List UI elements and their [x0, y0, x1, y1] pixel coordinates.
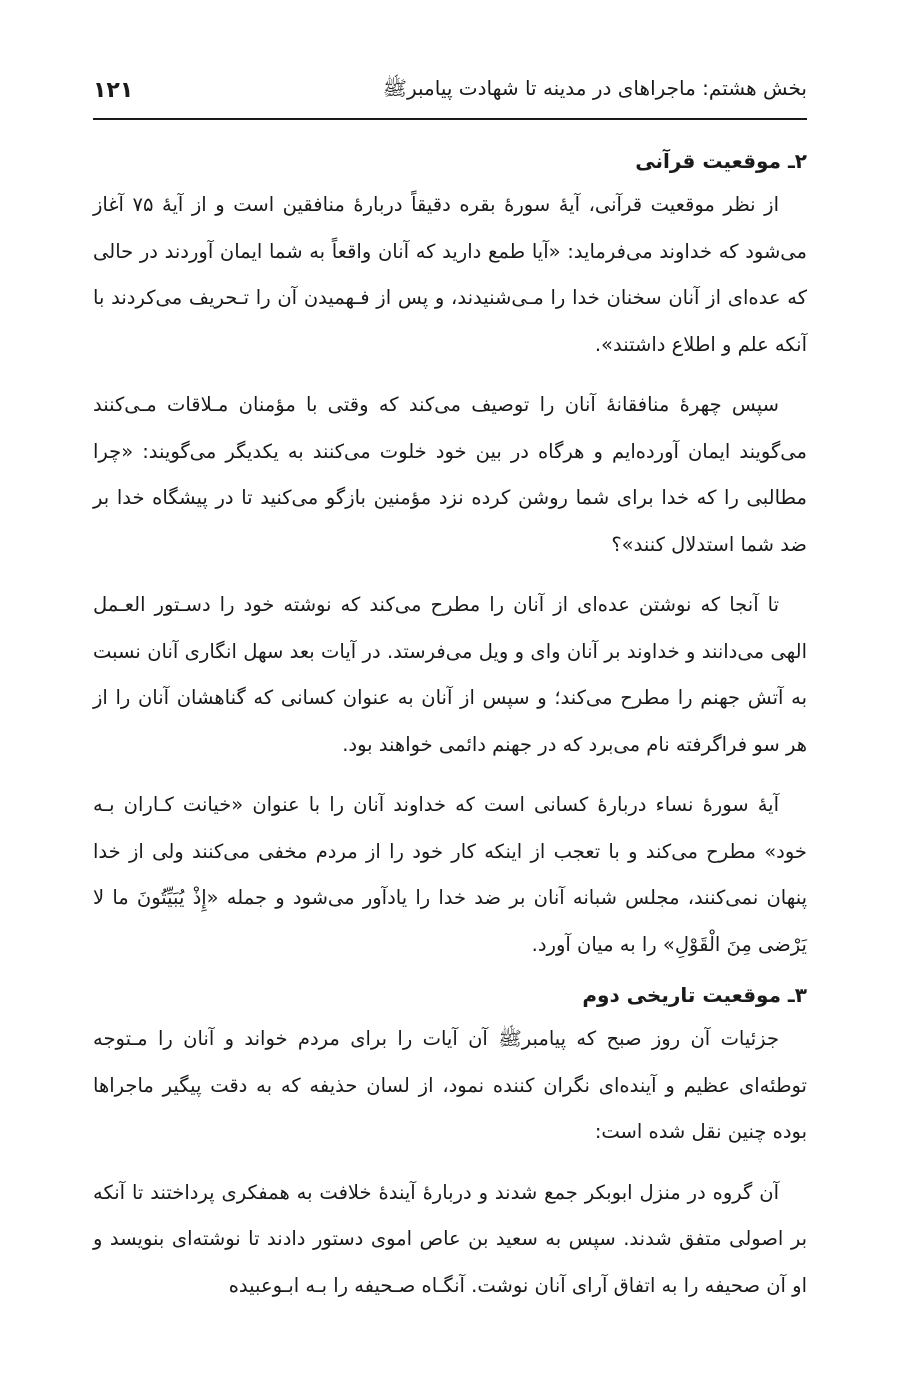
page-number: ۱۲۱ [93, 77, 134, 103]
running-header [93, 70, 807, 110]
paragraph: جزئیات آن روز صبح که پیامبرﷺ آن آیات را برای مردم خواند و آنان را مـتوجه توطئه‌ای عظیم و آینده‌ای نگران کننده نمود، از لسان حذیفه که به دقت پیگیر ماجراها بوده چنین نقل شده است: [93, 1027, 807, 1143]
section-heading: ۲ـ موقعیت قرآنی [635, 149, 807, 173]
paragraph: آیهٔ سورهٔ نساء دربارهٔ کسانی است که خداوند آنان را با عنوان «خیانت کـاران بـه خود» مطرح می‌کند و با تعجب از اینکه کار خود را از مردم مخفی می‌کنند ولی از خدا پنهان نمی‌کنند، مجلس شبانه آنان بر ضد خدا را یادآور می‌شود و جمله «إِذْ یُبَیِّتُونَ ما لا یَرْضی مِنَ الْقَوْلِ» را به میان آورد. [93, 793, 807, 956]
section-heading: ۳ـ موقعیت تاریخی دوم [582, 983, 807, 1007]
chapter-title: بخش هشتم: ماجراهای در مدینه تا شهادت پیامبرﷺ [382, 75, 807, 100]
paragraph: از نظر موقعیت قرآنی، آیهٔ سورهٔ بقره دقیقاً دربارهٔ منافقین است و از آیهٔ ۷۵ آغاز می‌شود که خداوند می‌فرماید: «آیا طمع دارید که آنان واقعاً به شما ایمان آوردند در حالی که عده‌ای از آنان سخنان خدا را مـی‌شنیدند، و پس از فـهمیدن آن را تـحریف می‌کردند با آنکه علم و اطلاع داشتند». [93, 193, 807, 356]
header-divider [93, 118, 807, 120]
page-body [93, 140, 807, 1323]
paragraph: سپس چهرهٔ منافقانهٔ آنان را توصیف می‌کند که وقتی با مؤمنان مـلاقات مـی‌کنند می‌گویند ایمان آورده‌ایم و هرگاه در بین خود خلوت می‌کنند به یکدیگر می‌گویند: «چرا مطالبی را که خدا برای شما روشن کرده نزد مؤمنین بازگو می‌کنید تا در پیشگاه خدا بر ضد شما استدلال کنند»؟ [93, 393, 807, 556]
paragraph: تا آنجا که نوشتن عده‌ای از آنان را مطرح می‌کند که نوشته خود را دسـتور العـمل الهی می‌دانند و خداوند بر آنان وای و ویل می‌فرستد. در آیات بعد سهل انگاری آنان نسبت به آتش جهنم را مطرح می‌کند؛ و سپس از آنان به عنوان کسانی که گناهشان آنان را از هر سو فراگرفته نام می‌برد که در جهنم دائمی خواهند بود. [93, 593, 807, 756]
paragraph: آن گروه در منزل ابوبکر جمع شدند و دربارهٔ آیندهٔ خلافت به همفکری پرداختند تا آنکه بر اصولی متفق شدند. سپس به سعید بن عاص اموی دستور دادند تا نوشته‌ای بنویسد و او آن صحیفه را به اتفاق آرای آنان نوشت. آنگـاه صـحیفه را بـه ابـوعبیده [93, 1180, 807, 1297]
